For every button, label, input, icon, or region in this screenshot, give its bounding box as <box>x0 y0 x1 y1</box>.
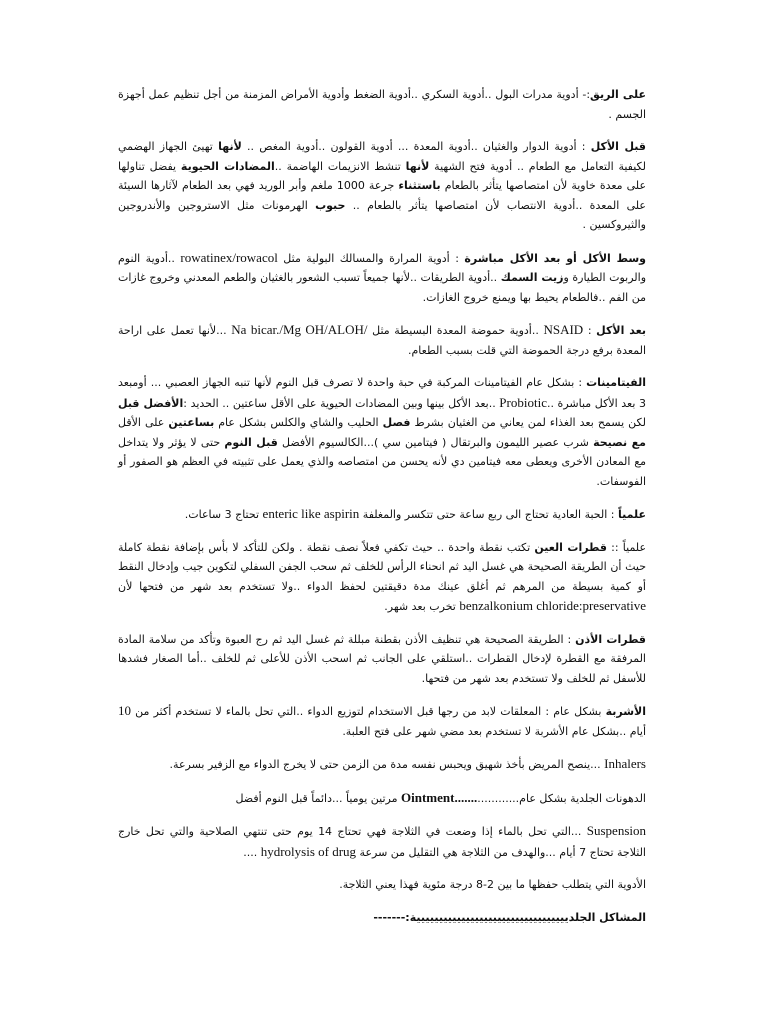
text: جرعة 1000 ملغم وأبر الوريد فهي بعد الطعام لآثارها السيئة على المعدة ..أدوية الانتصاب لأن امتصاصها يتأثر بالطعام .. <box>118 179 646 212</box>
bold-text: باستثناء <box>398 179 441 192</box>
text: ..أدوية حموضة المعدة البسيطة مثل <box>367 324 544 337</box>
text: تحتاج 3 ساعات. <box>184 508 263 521</box>
latin-text: Ointment....... <box>401 789 478 805</box>
bold-text: لأنها <box>218 140 242 153</box>
heading-skin-problems: المشاكل الجلديييييييييييييييييييييييييييييييييية:------- <box>373 910 646 924</box>
document-body <box>118 85 646 940</box>
text: ..أدوية النوم والربوت الطيارة و <box>118 251 647 284</box>
paragraph-skin-problems <box>118 908 646 928</box>
paragraph-eye-drops <box>118 538 646 617</box>
text: أيام ..بشكل عام الأشربة لا تستخدم بعد مضي شهر على فتح العلبة. <box>342 724 646 738</box>
heading-during-meal: وسط الأكل أو بعد الأكل مباشرة <box>464 251 647 265</box>
paragraph-suspension <box>118 821 646 862</box>
text: لكن يسمح بعد الغذاء لمن يعاني من الغثيان بشرط <box>410 416 646 429</box>
paragraph-syrups <box>118 701 646 741</box>
paragraph-before-breakfast <box>118 85 646 124</box>
text: : بشكل عام الفيتامينات المركبة في حبة واحدة لا تصرف قبل النوم لأنها تنبه الجهاز العصبي ... أومبعد 3 بعد الأكل مباشرة .. <box>118 376 646 410</box>
text: الهرمونات مثل الاستروجين والأندروجين والثيروكسين . <box>118 198 646 231</box>
number-text: 10 <box>118 703 131 718</box>
paragraph-ear-drops <box>118 630 646 689</box>
text: : أدوية المرارة والمسالك البولية مثل <box>277 251 465 265</box>
latin-text: Inhalers <box>604 756 646 771</box>
latin-text: benzalkonium chloride:preservative <box>459 598 646 613</box>
bold-text: زيت السمك <box>500 271 564 284</box>
bold-text: قبل النوم <box>224 435 278 449</box>
latin-text: Probiotic <box>499 394 547 410</box>
text: يفضل تناولها على معدة خاوية لأن امتصاصها يتأثر بالطعام <box>118 159 647 192</box>
text: تنشط الانزيمات الهاضمة .. <box>274 159 406 173</box>
text: تخرب بعد شهر. <box>384 600 460 613</box>
text: الأدوية التي يتطلب حفظها ما بين 2-8 درجة مئوية فهذا يعني الثلاجة. <box>339 878 646 891</box>
bold-text: المضادات الحيوية <box>180 159 275 173</box>
heading-before-breakfast: على الريق <box>590 88 646 101</box>
text: تهيئ الجهاز الهضمي لكيفية التعامل مع الطعام .. أدوية فتح الشهية <box>118 140 646 173</box>
latin-text: Suspension <box>586 823 646 838</box>
text: ...ينصح المريض بأخذ شهيق ويحبس نفسه مدة من الزمن حتى لا يخرج الدواء مع الزفير بسرعة. <box>169 758 605 771</box>
heading-eye-drops: قطرات العين <box>534 540 607 554</box>
text: على الأقل <box>118 416 169 429</box>
bold-text: الأفضل قبل <box>118 396 184 410</box>
paragraph-after-meal <box>118 320 646 360</box>
text: :- أدوية مدرات البول ..أدوية السكري ..أدوية الضغط وأدوية الأمراض المزمنة من أجل تنظيم عمل أجهزة الجسم . <box>118 88 646 121</box>
text: ...التي تحل بالماء إذا وضعت في الثلاجة فهي تحتاج 14 يوم حتى تنتهي الصلاحية والتي تحل خارج الثلاجة تحتاج 7 أيام ...والهدف من الثلاجة هي التقليل من سرعة <box>118 825 646 859</box>
heading-vitamins: الفيتامينات <box>586 376 646 389</box>
text: بشكل عام : المعلقات لابد من رجها قبل الاستخدام لتوزيع الدواء ..التي تحل بالماء لا تستخدم أكثر من <box>131 705 606 718</box>
heading-scientifically: علمياً <box>618 508 646 521</box>
latin-text: rowatinex/rowacol <box>180 249 278 265</box>
text: حتى لا يؤثر ولا يتداخل مع المعادن الأخرى ويعطى معه فيتامين دي لأنه يحسن من امتصاصه والذي يعمل على تثبيته في العظم هو الصفور أو الفوسفات. <box>118 435 646 488</box>
latin-text: Na bicar./Mg OH/ALOH/ <box>231 322 368 337</box>
text: : الحبة العادية تحتاج الى ربع ساعة حتى تتكسر والمغلفة <box>359 508 618 521</box>
text: علمياً :: <box>606 540 647 554</box>
text: ...لأنها تعمل على اراحة المعدة برفع درجة الحموضة التي قلت بسبب الطعام. <box>118 324 646 357</box>
bold-text: حبوب <box>315 198 346 212</box>
heading-before-meal: قبل الأكل <box>590 140 646 153</box>
paragraph-ointments <box>118 788 646 809</box>
text: الحليب والشاي والكلس بشكل عام <box>214 416 383 429</box>
text: : أدوية الدوار والغثيان ..أدوية المعدة ... أدوية القولون ..أدوية المغص .. <box>241 140 591 153</box>
bold-text: بساعتين <box>168 416 215 429</box>
paragraph-refrigeration <box>118 875 646 895</box>
paragraph-before-meal <box>118 137 646 235</box>
text: الدهونات الجلدية بشكل عام............ <box>477 791 646 805</box>
text: شرب عصير الليمون والبرتقال ( فيتامين سي )...الكالسيوم الأفضل <box>277 435 594 449</box>
text: : <box>583 324 597 337</box>
heading-ear-drops: قطرات الأذن <box>575 632 646 646</box>
paragraph-vitamins <box>118 373 646 491</box>
latin-text: NSAID <box>543 322 584 337</box>
paragraph-inhalers <box>118 754 646 775</box>
bold-text: فصل <box>382 416 411 429</box>
text: .... <box>243 845 261 859</box>
text: تكتب نقطة واحدة .. حيث تكفي فعلاً نصف نقطة . ولكن للتأكد لا بأس بإضافة نقطة كاملة حيث أن الطريقة الصحيحة هي غسل اليد ثم انحناء الرأس للخلف ثم سحب الجفن السفلي لتكوين جيب وإدخال النقط أو كمية بسيطة من المرهم ثم أغلق عينك مدة دقيقتين لحفظ الدواء ..ولا تستخدم بعد شهر من فتحها لأن <box>118 540 646 593</box>
text: مرتين يومياً ...دائماً قبل النوم أفضل <box>235 791 402 805</box>
text: ..بعد الأكل بينها وبين المضادات الحيوية على الأقل ساعتين .. الحديد : <box>183 396 500 410</box>
text: ..أدوية الطريقات ..لأنها جميعاً تسبب الشعور بالغثيان والطعم المعدني وخروج غازات من الفم ..فالطعام يحيط بها ويمنع خروج الغازات. <box>118 271 646 304</box>
heading-syrups: الأشربة <box>605 705 646 718</box>
text: : الطريقة الصحيحة هي تنظيف الأذن بقطنة مبللة ثم غسل اليد ثم رج العبوة وتأكد من سلامة المادة المرفقة مع القطرة لإدخال القطرات ..استلقي على الجانب ثم اسحب الأذن للأعلى ثم للخلف ..أما الصغار فشدها للأسفل ثم للخلف ولا تستخدم بعد شهر من فتحها. <box>118 632 646 685</box>
bold-text: مع نصيحة <box>593 435 646 449</box>
heading-after-meal: بعد الأكل <box>596 324 646 337</box>
paragraph-scientifically <box>118 504 646 525</box>
latin-text: enteric like aspirin <box>262 506 360 521</box>
bold-text: لأنها <box>405 159 430 173</box>
paragraph-during-meal <box>118 248 646 308</box>
latin-text: hydrolysis of drug <box>260 843 357 859</box>
